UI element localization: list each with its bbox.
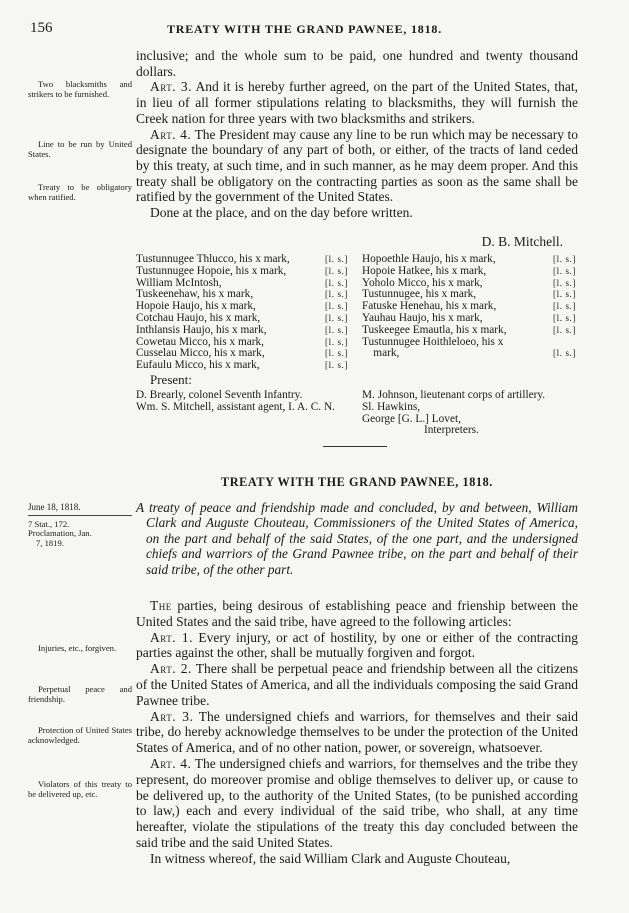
signers-left-column xyxy=(136,254,348,372)
treaty-preamble xyxy=(136,500,578,577)
paragraph-text: parties, being desirous of establishing peace and frienship between the United States and the said tribe, have agreed to the following articles: xyxy=(136,598,578,629)
witness-line: D. Brearly, colonel Seventh Infantry. xyxy=(136,389,303,401)
signer-row xyxy=(136,360,348,372)
pawnee-treaty-body xyxy=(136,598,578,867)
article-text: The undersigned chiefs and warriors, for themselves and their said tribe, do hereby acknowledge themselves to be under the protection of the United States of America, and of no other nation, power, or sovereign, whatsoever. xyxy=(136,708,578,756)
witness-line: George [G. L.] Lovet, xyxy=(362,412,461,425)
seal-mark: [l. s.] xyxy=(553,348,576,359)
sidenote-perpetual: Perpetual peace and friendship. xyxy=(28,684,132,704)
seal-mark: [l. s.] xyxy=(325,301,348,312)
treaty-title: TREATY WITH THE GRAND PAWNEE, 1818. xyxy=(221,475,493,489)
signers-right-column xyxy=(362,254,576,360)
sidenote-line: Line to be run by United States. xyxy=(28,139,132,159)
article-3-paragraph xyxy=(136,79,578,126)
done-at-line: Done at the place, and on the day before written. xyxy=(150,205,413,221)
signer-name: Fatuske Henehau, his x mark, xyxy=(362,300,497,313)
article-4-paragraph xyxy=(136,756,578,851)
article-text: The undersigned chiefs and warriors, for themselves and the tribe they represent, do moreover promise and oblige themselves to deliver up, or cause to be delivered up, to the authority of the United States, (to be punished according to law,) each and every individual of the said tribe, who shall, at any time hereafter, violate the stipulations of the treaty this day concluded between the said tribe and the said United States. xyxy=(136,755,578,850)
seal-mark: [l. s.] xyxy=(553,289,576,300)
small-caps-lead: The xyxy=(150,598,172,613)
present-left-column xyxy=(136,390,335,414)
seal-mark: [l. s.] xyxy=(325,348,348,359)
signer-row xyxy=(362,266,576,278)
signer-name: Tustunnugee Thlucco, his x mark, xyxy=(136,253,290,265)
seal-mark: [l. s.] xyxy=(553,265,576,276)
signer-row xyxy=(136,313,348,325)
seal-mark: [l. s.] xyxy=(325,277,348,288)
signer-name: Hopoethle Haujo, his x mark, xyxy=(362,253,496,265)
present-right-column xyxy=(362,390,545,437)
sidenote-injuries: Injuries, etc., forgiven. xyxy=(38,643,117,653)
article-text: There shall be perpetual peace and friendship between all the citizens of the United States of America, and all the individuals composing the said Grand Pawnee tribe. xyxy=(136,661,578,708)
signer-name: Inthlansis Haujo, his x mark, xyxy=(136,323,267,336)
paragraph-inclusive: inclusive; and the whole sum to be paid, one hundred and twenty thousand dollars. xyxy=(136,48,578,79)
sidenote-violators: Violators of this treaty to be delivered up, etc. xyxy=(28,779,132,799)
article-label: Art. 3. xyxy=(150,708,194,724)
article-label: Art. 3. xyxy=(150,79,192,95)
signer-name: Cusselau Micco, his x mark, xyxy=(136,347,265,360)
article-label: Art. 2. xyxy=(150,661,192,677)
signer-name: Hopoie Hatkee, his x mark, xyxy=(362,264,487,277)
signer-name: Cowetau Micco, his x mark, xyxy=(136,335,265,348)
witness-line: Sl. Hawkins, xyxy=(362,400,421,413)
article-label: Art. 1. xyxy=(150,629,194,645)
signer-name: Cotchau Haujo, his x mark, xyxy=(136,311,261,324)
signer-name: William McIntosh, xyxy=(136,276,222,289)
sidenote-obligatory: Treaty to be obligatory when ratified. xyxy=(28,182,132,202)
parties-paragraph xyxy=(136,598,578,630)
seal-mark: [l. s.] xyxy=(325,289,348,300)
seal-mark: [l. s.] xyxy=(553,312,576,323)
witness-line: M. Johnson, lieutenant corps of artillery. xyxy=(362,389,546,401)
article-2-paragraph xyxy=(136,661,578,708)
signer-row xyxy=(136,325,348,337)
citation-line: Proclamation, Jan. xyxy=(28,528,92,539)
seal-mark: [l. s.] xyxy=(325,324,348,335)
running-title: TREATY WITH THE GRAND PAWNEE, 1818. xyxy=(166,22,443,36)
seal-mark: [l. s.] xyxy=(325,265,348,276)
article-label: Art. 4. xyxy=(150,126,192,142)
article-text: And it is hereby further agreed, on the part of the United States, that, in lieu of all former stipulations relating to blacksmiths, they will furnish the Creek nation for three years with two blacksmiths and strikers. xyxy=(136,79,578,126)
witness-line: Wm. S. Mitchell, assistant agent, I. A. C. N. xyxy=(136,400,335,413)
signer-name: Tuskeegee Emautla, his x mark, xyxy=(362,323,507,336)
article-text: The President may cause any line to be run which may be necessary to designate the boundary of any part of both, or either, of the tracts of land ceded by this treaty, at such time, and in such manner, as he may deem proper. And this treaty shall be obligatory on the contracting parties as soon as the same shall be ratified by the government of the United States. xyxy=(136,126,578,205)
signer-row xyxy=(362,313,576,325)
signer-row xyxy=(362,325,576,337)
signer-name: Hopoie Haujo, his x mark, xyxy=(136,300,256,313)
signature-mitchell: D. B. Mitchell. xyxy=(481,234,563,249)
signer-row xyxy=(362,348,576,360)
creek-treaty-conclusion xyxy=(136,48,578,221)
margin-citation xyxy=(28,520,132,548)
signer-name: Eufaulu Micco, his x mark, xyxy=(136,359,260,372)
seal-mark: [l. s.] xyxy=(325,254,348,264)
signer-name: Tustunnugee Hoithleloeo, his x xyxy=(362,335,504,348)
witness-paragraph: In witness whereof, the said William Clark and Auguste Chouteau, xyxy=(150,850,511,866)
seal-mark: [l. s.] xyxy=(325,336,348,347)
signer-name: Yauhau Haujo, his x mark, xyxy=(362,311,483,324)
margin-date: June 18, 1818. xyxy=(28,502,132,516)
sidenote-protection: Protection of United States acknowledged. xyxy=(28,725,132,745)
seal-mark: [l. s.] xyxy=(553,324,576,335)
preamble-text: A treaty of peace and friendship made and concluded, by and between, William Clark and Auguste Chouteau, Commissioners of the United States of America, on the part and behalf of the said States, of the one part, and the undersigned chiefs and warriors of the Grand Pawnee tribe, on the part and behalf of their said tribe, of the other part. xyxy=(136,500,578,577)
article-label: Art. 4. xyxy=(150,755,192,771)
present-label: Present: xyxy=(150,372,192,387)
signer-name: Tuskeenehaw, his x mark, xyxy=(136,288,254,301)
section-divider xyxy=(323,446,387,447)
signer-name: mark, xyxy=(362,347,400,360)
signer-row xyxy=(136,266,348,278)
sidenote-blacksmiths: Two blacksmiths and strikers to be furnished. xyxy=(28,79,132,99)
running-header xyxy=(30,20,579,40)
signer-name: Tustunnugee Hopoie, his x mark, xyxy=(136,264,287,277)
seal-mark: [l. s.] xyxy=(553,301,576,312)
page-number: 156 xyxy=(30,20,53,36)
article-1-paragraph xyxy=(136,630,578,662)
signer-name: Tustunnugee, his x mark, xyxy=(362,288,477,301)
article-text: Every injury, or act of hostility, by one or either of the contracting parties against the other, shall be mutually forgiven and forgot. xyxy=(136,629,578,661)
citation-line: 7 Stat., 172. xyxy=(28,519,70,529)
witness-line: Interpreters. xyxy=(424,424,479,437)
seal-mark: [l. s.] xyxy=(325,312,348,323)
seal-mark: [l. s.] xyxy=(325,360,348,371)
article-4-paragraph xyxy=(136,127,578,206)
seal-mark: [l. s.] xyxy=(553,254,576,264)
seal-mark: [l. s.] xyxy=(553,277,576,288)
citation-line: 7, 1819. xyxy=(36,537,64,548)
signer-name: Yoholo Micco, his x mark, xyxy=(362,276,483,289)
article-3-paragraph xyxy=(136,709,578,756)
